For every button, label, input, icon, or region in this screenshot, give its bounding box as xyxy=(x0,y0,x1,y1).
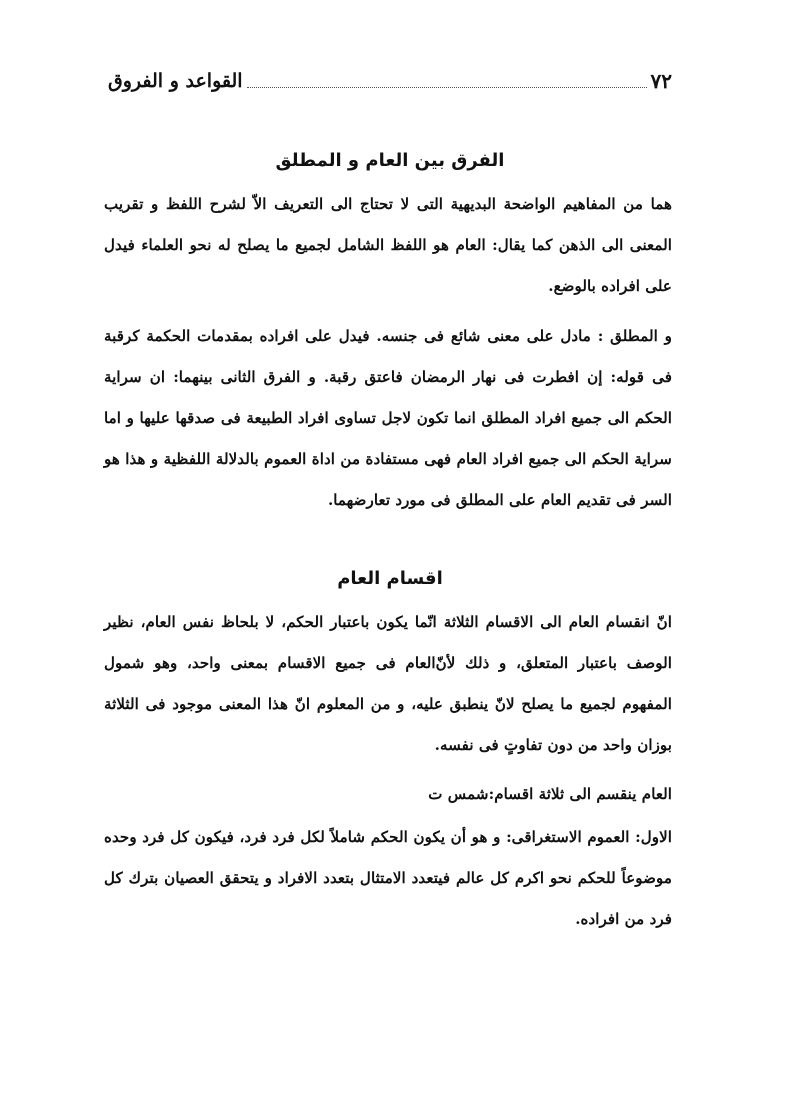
header-leader-dots xyxy=(247,86,647,88)
paragraph: و المطلق : مادل على معنى شائع فى جنسه. فيدل على افراده بمقدمات الحكمة كرقبة فى قوله: إن افطرت فى نهار الرمضان فاعتق رقبة. و الفرق الثانى بينهما: ان سراية الحكم الى جميع افراد المطلق انما تكون لاجل تساوى افراد الطبيعة فى صدقها عليها و اما سراية الحكم الى جميع افراد العام فهى مستفادة من اداة العموم بالدلالة اللفظية و هذا هو السر فى تقديم العام على المطلق فى مورد تعارضهما. xyxy=(104,327,672,509)
section-heading-difference: الفرق بين العام و المطلق xyxy=(275,150,505,171)
running-header xyxy=(108,62,672,92)
page-number: ٧٢ xyxy=(650,69,672,93)
paragraph: الاول: العموم الاستغراقى: و هو أن يكون الحكم شاملاً لكل فرد فرد، فيكون كل فرد وحده موضوعاً للحكم نحو اكرم كل عالم فيتعدد الامتثال بتعدد الافراد و يتحقق العصيان بترك كل فرد من افراده. xyxy=(104,828,672,928)
paragraph: انّ انقسام العام الى الاقسام الثلاثة انّما يكون باعتبار الحكم، لا بلحاظ نفس العام، نظير الوصف باعتبار المتعلق، و ذلك لأنّ‌العام فى جميع الاقسام بمعنى واحد، وهو شمول المفهوم لجميع ما يصلح لانّ ينطبق عليه، و من المعلوم انّ هذا المعنى موجود فى الثلاثة بوزان واحد من دون تفاوتٍ فى نفسه. xyxy=(104,613,672,754)
paragraph: العام ينقسم الى ثلاثة اقسام:شمس ت xyxy=(428,785,672,803)
section-heading-divisions: اقسام العام xyxy=(337,568,443,589)
paragraph: هما من المفاهيم الواضحة البديهية التى لا تحتاج الى التعريف الاّ لشرح اللفظ و تقريب المعنى الى الذهن كما يقال: العام هو اللفظ الشامل لجميع ما يصلح له نحو العلماء فيدل على افراده بالوضع. xyxy=(104,195,672,295)
book-title: القواعد و الفروق xyxy=(108,70,243,92)
